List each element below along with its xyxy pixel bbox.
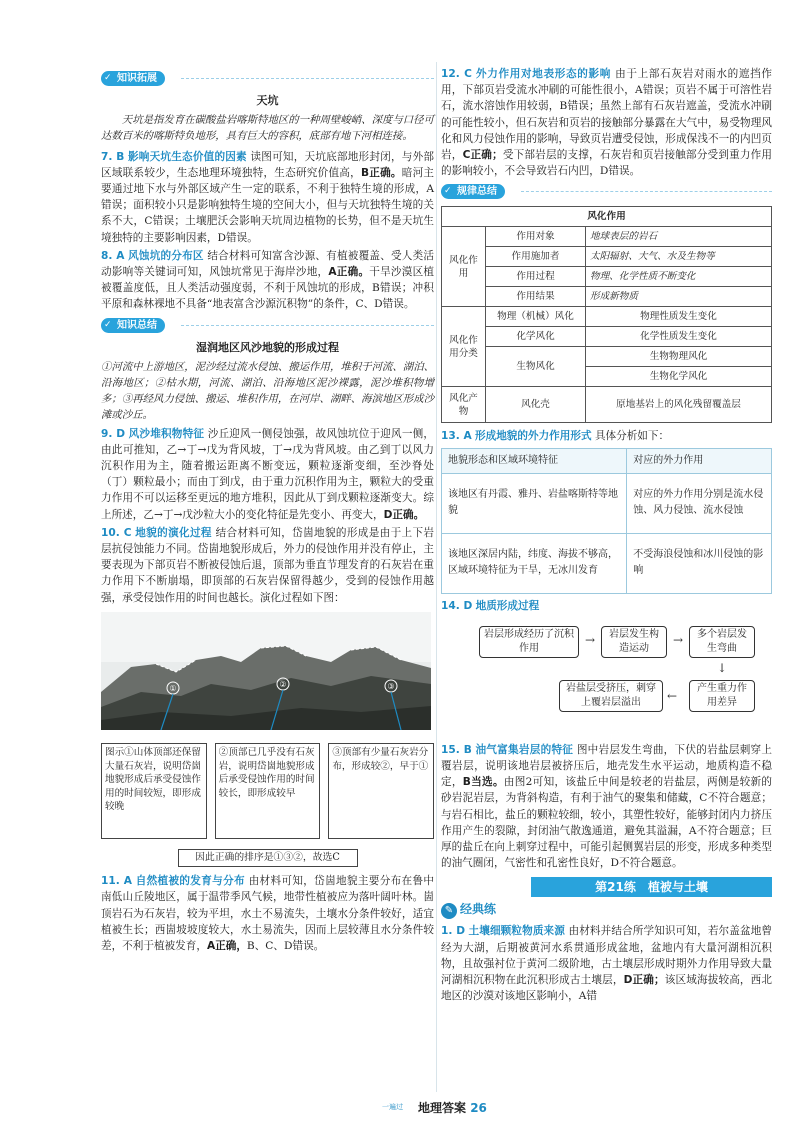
- weather-row-3-value: 物理、化学性质不断变化: [586, 267, 772, 287]
- answer-q11: [101, 873, 434, 954]
- weathering-group-1: 风化作用: [442, 227, 486, 307]
- q15-keypoint: 油气富集岩层的特征: [475, 743, 574, 756]
- flow-box-1: 岩层形成经历了沉积作用: [479, 626, 579, 658]
- flow-box-2: 岩层发生构造运动: [601, 626, 667, 658]
- q10-text: 结合材料可知，岱崮地貌的形成是由于上下岩层抗侵蚀能力不同。岱崮地貌形成后，外力的侵蚀作用并没有停止，主要表现为下部页岩不断被侵蚀后退，顶部为垂直节理发育的石灰岩在重力作用下不断崩塌，即顶部的石灰岩保留得越少，受到的侵蚀作用越强，承受侵蚀作用的时间也越长。演化过程如下图：: [101, 526, 435, 604]
- s21-q1-number: 1. D: [441, 925, 466, 938]
- humid-sand-title: 湿润地区风沙地貌的形成过程: [196, 340, 339, 354]
- weather-row-1-value: 地球表层的岩石: [586, 227, 772, 247]
- section-banner: 第21练 植被与土壤: [531, 877, 772, 897]
- svg-text:③: ③: [387, 681, 395, 691]
- q8-text2: 干旱沙漠区植被覆盖度低，且人类活动强度弱，不利于风蚀坑的形成，B错误；冲积平原和森林裸地不具备“地表富含沙源沉积物”的条件，C、D错误。: [101, 266, 435, 311]
- ft-head-1: 地貌形态和区域环境特征: [442, 448, 627, 473]
- q8-keypoint: 风蚀坑的分布区: [128, 249, 204, 262]
- q13-number: 13. A: [441, 430, 472, 443]
- footer-label: [418, 1100, 487, 1116]
- ft-head-2: 对应的外力作用: [627, 448, 772, 473]
- knowledge-summary-header: [101, 317, 434, 335]
- answer-q15: [441, 742, 772, 872]
- ft-row-2-col-1: 该地区深居内陆，纬度、海拔不够高，区域环境特征为干旱，无冰川发育: [442, 533, 627, 593]
- knowledge-summary-tag: ✓ 知识总结: [101, 318, 165, 333]
- classic-label: 经典练: [460, 902, 497, 917]
- rule-summary-tag: ✓ 规律总结: [441, 184, 505, 199]
- flow-box-5: 岩盐层受挤压，刺穿上覆岩层溢出: [559, 680, 663, 712]
- answer-q7: [101, 149, 434, 246]
- product-key: 风化壳: [486, 387, 586, 423]
- page-footer: [0, 1098, 800, 1122]
- product-value: 原地基岩上的风化残留覆盖层: [586, 387, 772, 423]
- flow-arrow-4-icon: ←: [667, 688, 678, 703]
- q9-text: 沙丘迎风一侧侵蚀强，故风蚀坑位于迎风一侧，由此可推知，乙→丁→戊为背风坡，丁→戊为背风坡。由乙到丁以风力沉积作用为主，随着搬运距离不断变远，颗粒逐渐变细，至沙脊处（丁）颗粒最小；而由丁到戊，由于重力沉积作用为主，颗粒大的受重力作用不可以运移至更远的地方堆积，因此从丁到戊颗粒逐渐变大。综上所述，乙→丁→戊沙粒大小的变化特征是先变小、再变大，: [101, 427, 434, 521]
- weather-row-2-value: 太阳辐射、大气、水及生物等: [586, 247, 772, 267]
- q13-text: 具体分析如下：: [594, 430, 670, 443]
- q9-number: 9. D: [101, 427, 126, 440]
- external-force-table: [441, 448, 772, 594]
- q10-keypoint: 地貌的演化过程: [135, 526, 212, 539]
- q7-text: 读图可知，天坑底部地形封闭，与外部区域联系较少，生态地理环境独特，生态研究价值高，: [101, 150, 435, 179]
- answer-s21-q1: [441, 923, 772, 1004]
- weather-row-3-key: 作用过程: [486, 267, 586, 287]
- left-column: [101, 66, 434, 954]
- q10-number: 10. C: [101, 526, 132, 539]
- weathering-table: [441, 206, 772, 423]
- q11-text: 由材料可知，岱崮地貌主要分布在鲁中南低山丘陵地区，属于温带季风气候，地带性植被应为落叶阔叶林。崮顶岩石为石灰岩，较为平坦，水土不易流失，土壤水分条件较好，适宜植被生长；西崮坡坡度较大，水土易流失，因而上层较薄且水分条件较差，不利于植被发育，: [101, 875, 434, 952]
- answer-q10: [101, 525, 434, 606]
- classic-circle-icon: ✎: [441, 903, 457, 919]
- rule-summary-header: [441, 183, 772, 201]
- ft-row-1-col-2: 对应的外力作用分别是流水侵蚀、风力侵蚀、流水侵蚀: [627, 473, 772, 533]
- answer-q9: [101, 426, 434, 523]
- tiankeng-title: 天坑: [256, 94, 279, 107]
- geology-flowchart: [441, 618, 772, 738]
- weather-type-1-value: 物理性质发生变化: [586, 307, 772, 327]
- q9-correct: D正确。: [383, 508, 425, 521]
- q15-correct: B当选。: [462, 776, 504, 789]
- evolution-steps: [101, 743, 434, 839]
- q12-text2: 受下部岩层的支撑，石灰岩和页岩接触部分受到重力作用的影响较小，不会导致岩石内凹，D错误。: [441, 149, 773, 178]
- q8-text: 结合材料可知富含沙源、有植被覆盖、受人类活动影响等关键词可知，风蚀坑常见于海岸沙地，: [101, 249, 435, 279]
- bio-weathering-key: 生物风化: [486, 347, 586, 387]
- q12-keypoint: 外力作用对地表形态的影响: [475, 68, 612, 80]
- q7-number: 7. B: [101, 150, 125, 163]
- brand-logo: 一遍过: [382, 1103, 403, 1111]
- weather-row-1-key: 作用对象: [486, 227, 586, 247]
- q11-text2: B、C、D错误。: [246, 939, 325, 952]
- svg-text:②: ②: [279, 679, 287, 689]
- q15-text2: 由图2可知，该盐丘中间是较老的岩盐层，两侧是较新的砂岩泥岩层，为背斜构造，有利于油气的聚集和储藏，C不符合题意；与岩石相比，盐丘的颗粒较细，较小，其塑性较好，能够封闭内力挤压作用产生的裂隙，封闭油气散逸通道，避免其溢漏，A不符合题意；巨厚的盐丘在向上刺穿过程中，可能引起侧翼岩层的形变，形成多种类型的油气圈闭，气密性和孔密性良好，D不符合题意。: [441, 776, 773, 870]
- answer-q14: [441, 598, 772, 614]
- flow-arrow-3-icon: ↓: [717, 660, 728, 675]
- landform-evolution-photo: [101, 612, 431, 730]
- ft-row-1-col-1: 该地区有丹霞、雅丹、岩盐喀斯特等地貌: [442, 473, 627, 533]
- q13-keypoint: 形成地貌的外力作用形式: [475, 430, 592, 443]
- step-box-1: 图示①山体顶部还保留大量石灰岩，说明岱崮地貌形成后承受侵蚀作用的时间较短，即形成较晚: [101, 743, 207, 839]
- footer-subject: 地理答案: [418, 1101, 467, 1115]
- q12-number: 12. C: [441, 68, 472, 80]
- answer-q12: [441, 66, 772, 179]
- humid-sand-body: ①河流中上游地区，泥沙经过流水侵蚀、搬运作用，堆积于河流、湖泊、沿海地区；②枯水期，河流、湖泊、沿海地区泥沙裸露，泥沙堆积物增多；③再经风力侵蚀、搬运、堆积作用，在河岸、湖畔、海滨地区形成沙滩或沙丘。: [101, 360, 434, 422]
- flow-arrow-2-icon: →: [673, 632, 684, 647]
- q7-keypoint: 影响天坑生态价值的因素: [127, 150, 247, 163]
- classic-practice-heading: [441, 901, 772, 919]
- page-number: 26: [470, 1101, 487, 1115]
- q9-keypoint: 风沙堆积物特征: [128, 427, 205, 440]
- weather-type-2-key: 化学风化: [486, 327, 586, 347]
- step-box-3: ③顶部有少量石灰岩分布，形成较②，早于①: [328, 743, 434, 839]
- flow-box-4: 产生重力作用差异: [689, 680, 755, 712]
- flow-box-3: 多个岩层发生弯曲: [689, 626, 755, 658]
- weather-type-2-value: 化学性质发生变化: [586, 327, 772, 347]
- q8-number: 8. A: [101, 249, 125, 262]
- q15-number: 15. B: [441, 743, 472, 756]
- ordering-conclusion: 因此正确的排序是①③②，故选C: [178, 849, 358, 867]
- tiankeng-definition: 天坑是指发育在碳酸盐岩喀斯特地区的一种周壁峻峭、深度与口径可达数百米的喀斯特负地形，具有巨大的容积，底部有地下河相连接。: [101, 114, 434, 143]
- weathering-group-3: 风化产物: [442, 387, 486, 423]
- s21-q1-text2: 该区域海拔较高，西北地区的沙漠对该地区影响小，A错: [441, 974, 773, 1003]
- q11-correct: A正确，: [206, 939, 247, 952]
- weather-row-4-value: 形成新物质: [586, 287, 772, 307]
- s21-q1-text: 由材料并结合所学知识可知，若尔盖盆地曾经为大湖，后期被黄河水系贯通形成盆地，盆地内有大量河湖相沉积物，且故强衬位于黄河二级阶地，古土壤层形成时期外力作用导致大量河湖相沉积物在此沉积形成古土壤层，: [441, 925, 773, 987]
- q11-number: 11. A: [101, 875, 132, 888]
- flow-arrow-1-icon: →: [585, 632, 596, 647]
- bio-sub-2: 生物化学风化: [586, 367, 772, 387]
- weather-type-1-key: 物理（机械）风化: [486, 307, 586, 327]
- q14-keypoint: 地质形成过程: [475, 599, 540, 612]
- s21-q1-correct: D正确；: [623, 974, 665, 987]
- q11-keypoint: 自然植被的发育与分布: [135, 875, 245, 888]
- right-column: [441, 66, 772, 1004]
- knowledge-expand-tag: ✓ 知识拓展: [101, 71, 165, 86]
- q8-correct: A正确。: [328, 266, 370, 279]
- answer-q13: [441, 428, 772, 444]
- svg-text:①: ①: [169, 683, 177, 693]
- weather-row-4-key: 作用结果: [486, 287, 586, 307]
- weather-row-2-key: 作用施加者: [486, 247, 586, 267]
- q14-number: 14. D: [441, 599, 473, 612]
- step-box-2: ②顶部已几乎没有石灰岩，说明岱崮地貌形成后承受侵蚀作用的时间较长，即形成较早: [215, 743, 321, 839]
- q12-text: 由于上部石灰岩对雨水的遮挡作用，下部页岩受流水冲刷的可能性很小，A错误；页岩不属于可溶性岩石，流水溶蚀作用较弱，B错误；虽然上部有石灰岩遮盖，受流水冲刷的可能性较小，但石灰岩和页岩的接触部分暴露在大气中，易受物理风化和风力侵蚀作用的影响，导致页岩遭受侵蚀，形成保浅不一的内凹页岩，: [441, 68, 772, 162]
- q12-correct: C正确；: [462, 149, 503, 162]
- s21-q1-keypoint: 土壤细颗粒物质来源: [468, 925, 565, 938]
- knowledge-expand-header: [101, 70, 434, 88]
- q15-text: 图中岩层发生弯曲，下伏的岩盐层刺穿上覆岩层，说明该地岩层被挤压后，地壳发生水平运动，地质构造不稳定，: [441, 743, 773, 789]
- weathering-table-title: 风化作用: [442, 207, 772, 227]
- weathering-group-2: 风化作用分类: [442, 307, 486, 387]
- q7-text2: 暗河主要通过地下水与外部区域产生一定的联系，不利于独特生境的形成，A错误；面积较小只是影响独特生境的空间大小，但与天坑独特生境的关系不大，C错误；土壤肥沃会影响天坑周边植物的长势，但不是天坑生境独特的主要影响因素，D错误。: [101, 166, 435, 244]
- answer-q8: [101, 248, 434, 313]
- ft-row-2-col-2: 不受海浪侵蚀和冰川侵蚀的影响: [627, 533, 772, 593]
- column-divider: [436, 62, 437, 1092]
- bio-sub-1: 生物物理风化: [586, 347, 772, 367]
- q7-correct: B正确。: [360, 166, 402, 179]
